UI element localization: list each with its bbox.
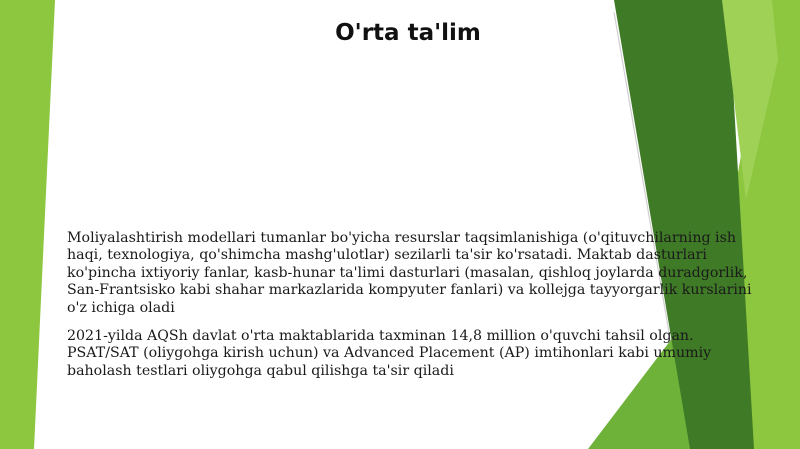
slide-title: O'rta ta'lim	[335, 20, 481, 46]
body-paragraph-enrollment: 2021-yilda AQSh davlat o'rta maktablarida taxminan 14,8 million o'quvchi tahsil olgan. PSAT/SAT (oliygohga kirish uchun) va Advanced Placement (AP) imtihonlari kabi umumiy baholash testlari oliygohga qabul qilishga ta'sir qiladi	[67, 328, 712, 379]
body-paragraph-funding: Moliyalashtirish modellari tumanlar bo'yicha resurslar taqsimlanishiga (o'qituvchilarning ish haqi, texnologiya, qo'shimcha mashg'ulotlar) sezilarli ta'sir ko'rsatadi. Maktab dasturlari ko'pincha ixtiyoriy fanlar, kasb-hunar ta'limi dasturlari (masalan, qishloq joylarda duradgorlik, San-Frantsisko kabi shahar markazlarida kompyuter fanlari) va kollejga tayyorgarlik kurslarini o'z ichiga oladi	[67, 230, 752, 316]
left-accent-shape	[0, 0, 55, 449]
slide-body	[67, 230, 767, 391]
